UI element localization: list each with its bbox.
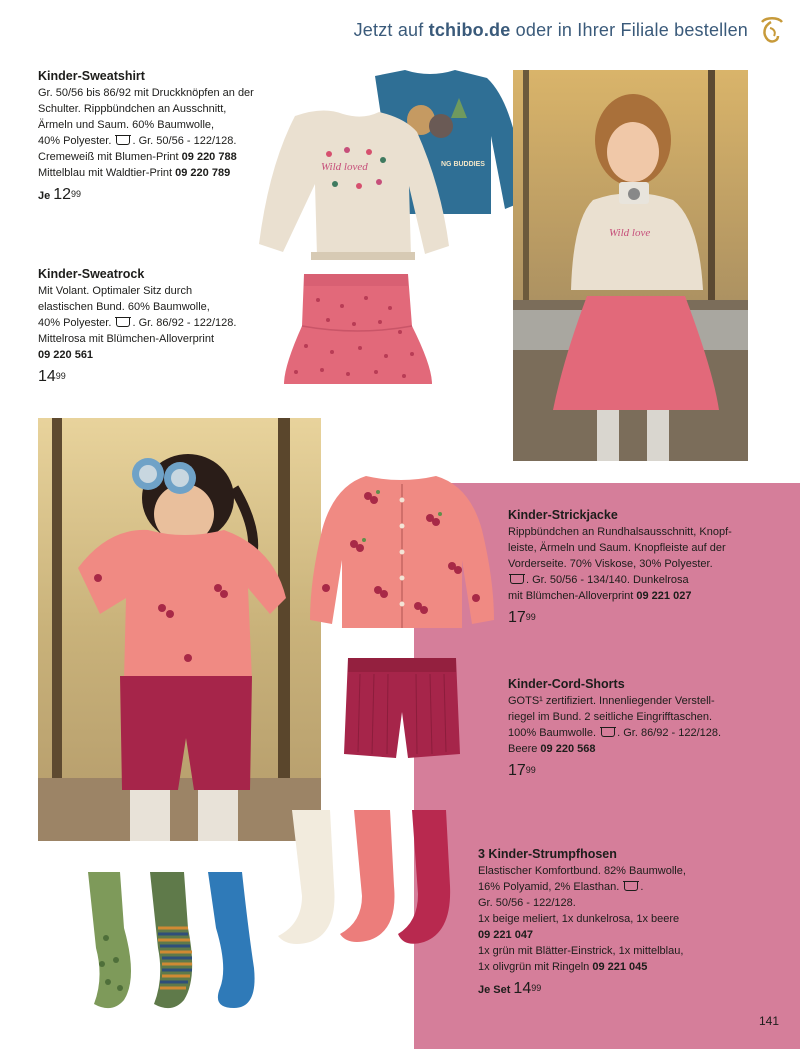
product-desc: GOTS¹ zertifiziert. Innenliegender Verstell- bbox=[508, 695, 715, 707]
photo-girl-binoculars[interactable] bbox=[38, 418, 321, 841]
price-main: 12 bbox=[53, 186, 72, 203]
product-desc: Gr. 50/56 bis 86/92 mit Druckknöpfen an der bbox=[38, 87, 254, 99]
price-main: 14 bbox=[38, 368, 56, 385]
variant-name: mit Blümchen-Alloverprint bbox=[508, 590, 634, 602]
product-sweatshirt: Kinder-Sweatshirt Gr. 50/56 bis 86/92 mit Druckknöpfen an der Schulter. Rippbündchen an Ausschnitt, Ärmeln und Saum. 60% Baumwolle, 40% Polyester. . Gr. 50/56 - 122/128. Cremeweiß mit Blumen-Print 09 220 788 Mittelblau mit Waldtier-Print 09 220 789 Je $12^{99}$ bbox=[38, 68, 278, 206]
product-desc: Gr. 86/92 - 122/128. bbox=[623, 727, 722, 739]
product-desc: Gr. 50/56 - 122/128. bbox=[138, 135, 237, 147]
product-desc: Mit Volant. Optimaler Sitz durch bbox=[38, 285, 193, 297]
sweatshirt-product-image[interactable] bbox=[255, 66, 530, 261]
price bbox=[38, 367, 278, 387]
header-brand-link[interactable]: tchibo.de bbox=[428, 20, 511, 40]
price-prefix: Je bbox=[38, 190, 51, 202]
wash-symbol-icon bbox=[601, 727, 615, 737]
product-desc: Schulter. Rippbündchen an Ausschnitt, bbox=[38, 103, 227, 115]
wash-symbol-icon bbox=[116, 317, 130, 327]
svg-text:Wild love: Wild love bbox=[609, 227, 651, 239]
product-title: Kinder-Strickjacke bbox=[508, 508, 618, 522]
product-title: 3 Kinder-Strumpfhosen bbox=[478, 847, 617, 861]
product-desc: leiste, Ärmeln und Saum. Knopfleiste auf der bbox=[508, 542, 726, 554]
product-desc: 1x beige meliert, 1x dunkelrosa, 1x beere bbox=[478, 913, 680, 925]
product-desc: 40% Polyester. bbox=[38, 135, 112, 147]
product-desc: Rippbündchen an Rundhalsausschnitt, Knopf- bbox=[508, 526, 732, 538]
product-cord-shorts: Kinder-Cord-Shorts GOTS¹ zertifiziert. Innenliegender Verstell- riegel im Bund. 2 seitliche Eingrifftaschen. 100% Baumwolle. . Gr. 86/92 - 122/128. Beere 09 220 568 $17^{99}$ bbox=[508, 676, 778, 781]
article-code: 09 220 789 bbox=[175, 167, 231, 179]
price-prefix: Je Set bbox=[478, 984, 511, 996]
product-desc: 40% Polyester. bbox=[38, 317, 112, 329]
price-cents: 99 bbox=[525, 612, 536, 622]
product-desc: Elastischer Komfortbund. 82% Baumwolle, bbox=[478, 865, 686, 877]
product-strickjacke: Kinder-Strickjacke Rippbündchen an Rundhalsausschnitt, Knopf- leiste, Ärmeln und Saum. Knopfleiste auf der Vorderseite. 70% Viskose, 30% Polyester. . Gr. 50/56 - 134/140. Dunkelrosa mit Blümchen-Alloverprint 09 221 027 $17^{99}$ bbox=[508, 507, 778, 628]
article-code: 09 221 027 bbox=[636, 590, 692, 602]
price-cents: 99 bbox=[55, 371, 66, 381]
article-code: 09 221 047 bbox=[478, 929, 534, 941]
price-main: 17 bbox=[508, 609, 526, 626]
product-desc: elastischen Bund. 60% Baumwolle, bbox=[38, 301, 210, 313]
product-strumpfhosen: 3 Kinder-Strumpfhosen Elastischer Komfortbund. 82% Baumwolle, 16% Polyamid, 2% Elasthan. . Gr. 50/56 - 122/128. 1x beige meliert, 1x dunkelrosa, 1x beere 09 221 047 1x grün mit Blätter-Einstrick, 1x mittelblau, 1x olivgrün mit Ringeln 09 221 045 Je Set $14^{99}$ bbox=[478, 846, 778, 1000]
variant-name: Mittelrosa mit Blümchen-Alloverprint bbox=[38, 333, 215, 345]
product-desc: 100% Baumwolle. bbox=[508, 727, 597, 739]
price-main: 17 bbox=[508, 762, 526, 779]
product-desc: Gr. 86/92 - 122/128. bbox=[138, 317, 237, 329]
price-main: 14 bbox=[513, 980, 532, 997]
wash-symbol-icon bbox=[624, 881, 638, 891]
price bbox=[38, 185, 278, 206]
article-code: 09 220 561 bbox=[38, 349, 94, 361]
article-code: 09 220 788 bbox=[181, 151, 237, 163]
product-title: Kinder-Sweatshirt bbox=[38, 69, 145, 83]
strickjacke-product-image[interactable] bbox=[306, 470, 496, 630]
page-number: 141 bbox=[759, 1014, 780, 1028]
variant-name: Beere bbox=[508, 743, 538, 755]
price-cents: 99 bbox=[71, 189, 82, 199]
photo-girl-camera[interactable] bbox=[513, 70, 748, 461]
price-cents: 99 bbox=[525, 765, 536, 775]
product-desc: Ärmeln und Saum. 60% Baumwolle, bbox=[38, 119, 215, 131]
product-title: Kinder-Cord-Shorts bbox=[508, 677, 625, 691]
price bbox=[508, 608, 778, 628]
svg-text:Wild loved: Wild loved bbox=[321, 161, 368, 173]
price-cents: 99 bbox=[531, 983, 542, 993]
product-desc: Gr. 50/56 - 122/128. bbox=[478, 897, 576, 909]
product-sweatrock: Kinder-Sweatrock Mit Volant. Optimaler Sitz durch elastischen Bund. 60% Baumwolle, 40% Polyester. . Gr. 86/92 - 122/128. Mittelrosa mit Blümchen-Alloverprint 09 220 561 $14^{99}$ bbox=[38, 266, 278, 387]
sweatrock-product-image[interactable] bbox=[282, 266, 434, 390]
product-desc: 1x grün mit Blätter-Einstrick, 1x mittelblau, bbox=[478, 945, 684, 957]
svg-text:NG BUDDIES: NG BUDDIES bbox=[441, 161, 485, 168]
wash-symbol-icon bbox=[510, 574, 524, 584]
product-title: Kinder-Sweatrock bbox=[38, 267, 145, 281]
price bbox=[478, 979, 778, 1000]
product-desc: Gr. 50/56 - 134/140. Dunkelrosa bbox=[532, 574, 689, 586]
strumpfhosen-set-green-blue-image[interactable] bbox=[84, 868, 260, 1012]
product-desc: riegel im Bund. 2 seitliche Eingrifftaschen. bbox=[508, 711, 713, 723]
header-suffix: oder in Ihrer Filiale bestellen bbox=[510, 20, 748, 40]
wash-symbol-icon bbox=[116, 135, 130, 145]
header-order-line[interactable] bbox=[354, 20, 748, 41]
product-desc: 16% Polyamid, 2% Elasthan. bbox=[478, 881, 620, 893]
product-desc: Vorderseite. 70% Viskose, 30% Polyester. bbox=[508, 558, 713, 570]
cord-shorts-product-image[interactable] bbox=[340, 654, 464, 762]
variant-name: Mittelblau mit Waldtier-Print bbox=[38, 167, 173, 179]
header-prefix: Jetzt auf bbox=[353, 20, 429, 40]
variant-name: Cremeweiß mit Blumen-Print bbox=[38, 151, 179, 163]
article-code: 09 220 568 bbox=[540, 743, 596, 755]
strumpfhosen-set-beige-rosa-beere-image[interactable] bbox=[274, 806, 454, 950]
article-code: 09 221 045 bbox=[592, 961, 648, 973]
variant-name: 1x olivgrün mit Ringeln bbox=[478, 961, 590, 973]
price bbox=[508, 761, 778, 781]
tchibo-logo-icon bbox=[756, 14, 786, 46]
